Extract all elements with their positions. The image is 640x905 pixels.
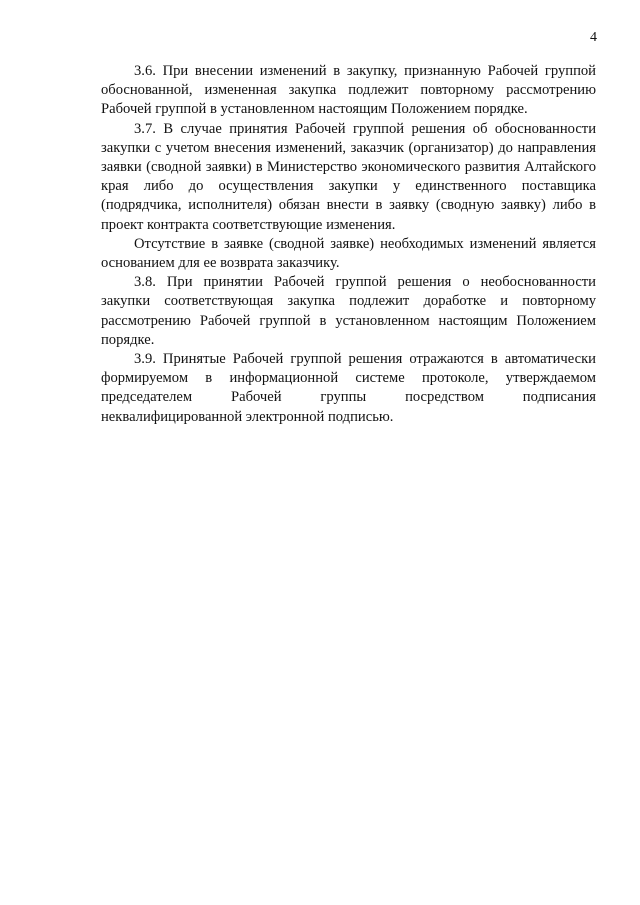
paragraph-3-7-note: Отсутствие в заявке (сводной заявке) необходимых изменений является основанием для ее возврата заказчику. — [101, 235, 596, 272]
page-number: 4 — [590, 30, 597, 45]
paragraph-3-9: 3.9. Принятые Рабочей группой решения отражаются в автоматически формируемом в информационной системе протоколе, утверждаемом председателем Рабочей группы посредством подписания неквалифицированной электронной подписью. — [101, 351, 596, 425]
paragraph-3-6: 3.6. При внесении изменений в закупку, признанную Рабочей группой обоснованной, измененная закупка подлежит повторному рассмотрению Рабочей группой в установленном настоящим Положением порядке. — [101, 63, 596, 118]
paragraph-3-7: 3.7. В случае принятия Рабочей группой решения об обоснованности закупки с учетом внесения изменений, заказчик (организатор) до направления заявки (сводной заявки) в Министерство экономического развития Алтайского края либо до осуществления закупки у единственного поставщика (подрядчика, исполнителя) обязан внести в заявку (сводную заявку) либо в проект контракта соответствующие изменения. — [101, 120, 596, 233]
paragraph-3-8: 3.8. При принятии Рабочей группой решения о необоснованности закупки соответствующая закупка подлежит доработке и повторному рассмотрению Рабочей группой в установленном настоящим Положением порядке. — [101, 274, 596, 348]
document-body — [101, 62, 596, 427]
